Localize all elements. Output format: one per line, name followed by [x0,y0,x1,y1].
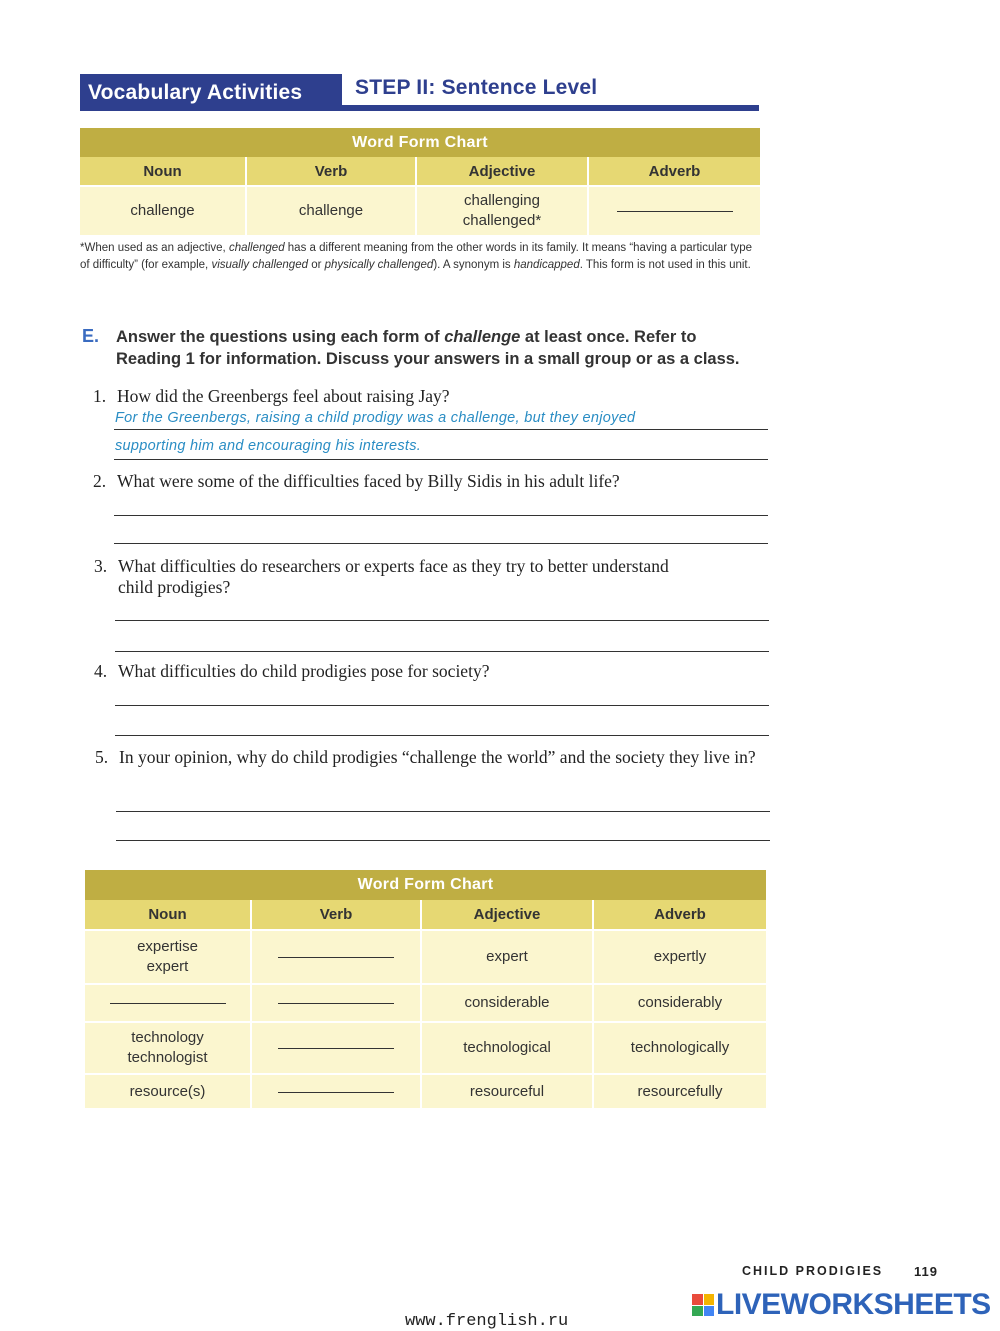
answer-line[interactable] [116,811,770,812]
cell-noun: challenge [80,186,246,235]
cell-adverb: considerably [593,984,766,1022]
cell-noun: technology technologist [85,1022,251,1074]
header-verb: Verb [251,900,421,930]
blank-line[interactable] [617,210,733,212]
cell-adverb: technologically [593,1022,766,1074]
answer-1-line-1[interactable]: For the Greenbergs, raising a child prodigy was a challenge, but they enjoyed [115,410,636,426]
blank-line[interactable] [278,956,394,958]
answer-line[interactable] [115,705,769,706]
answer-1-line-2[interactable]: supporting him and encouraging his interests. [115,438,422,454]
answer-line[interactable] [115,620,769,621]
cell-noun: resource(s) [85,1074,251,1108]
answer-line[interactable] [116,840,770,841]
word-form-chart-1 [80,128,760,235]
exercise-instructions: Answer the questions using each form of challenge at least once. Refer to Reading 1 for information. Discuss your answers in a small group or as a class. [116,328,740,368]
adjective-form-2: challenged* [462,212,542,229]
step-title: STEP II: Sentence Level [355,76,598,99]
header-adverb: Adverb [588,157,760,186]
logo-square [692,1294,703,1305]
header-verb: Verb [246,157,416,186]
cell-adjective: expert [421,930,593,984]
liveworksheets-logo-icon [692,1294,714,1316]
logo-square [704,1306,715,1317]
page-number: 119 [914,1264,938,1279]
exercise-letter: E. [82,326,100,346]
logo-square [704,1294,715,1305]
header-adjective: Adjective [421,900,593,930]
table-row [85,1022,766,1074]
cell-adjective: technological [421,1022,593,1074]
chart-title: Word Form Chart [85,870,766,900]
liveworksheets-brand [692,1288,991,1322]
cell-verb-blank[interactable] [251,930,421,984]
brand-name: LIVEWORKSHEETS [716,1288,991,1321]
blank-line[interactable] [278,1047,394,1049]
word-form-chart-2 [85,870,766,1108]
answer-line[interactable] [115,651,769,652]
section-title: Vocabulary Activities [80,74,342,111]
answer-line[interactable] [114,543,768,544]
header-noun: Noun [80,157,246,186]
adjective-form-1: challenging [464,192,540,209]
cell-verb-blank[interactable] [251,984,421,1022]
answer-line[interactable] [114,515,768,516]
site-url: www.frenglish.ru [405,1312,569,1331]
cell-adjective [416,186,588,235]
cell-adverb: resourcefully [593,1074,766,1108]
answer-line[interactable] [114,459,768,460]
chart-title: Word Form Chart [80,128,760,157]
header-adverb: Adverb [593,900,766,930]
blank-line[interactable] [278,1091,394,1093]
unit-title: CHILD PRODIGIES [742,1264,884,1278]
cell-verb-blank[interactable] [251,1074,421,1108]
blank-line[interactable] [278,1002,394,1004]
cell-adjective: considerable [421,984,593,1022]
cell-noun-blank[interactable] [85,984,251,1022]
cell-verb: challenge [246,186,416,235]
cell-noun: expertise expert [85,930,251,984]
header-adjective: Adjective [416,157,588,186]
answer-line[interactable] [115,735,769,736]
footnote: *When used as an adjective, challenged has a different meaning from the other words in its family. It means “having a particular type of difficulty” (for example, visually challenged or physically challenged). A synonym is handicapped. This form is not used in this unit. [80,242,753,271]
header-rule [342,105,759,111]
logo-square [692,1306,703,1317]
header-noun: Noun [85,900,251,930]
cell-adjective: resourceful [421,1074,593,1108]
cell-adverb: expertly [593,930,766,984]
cell-adverb-blank[interactable] [588,186,760,235]
table-row [85,984,766,1022]
blank-line[interactable] [110,1002,226,1004]
table-row [85,1074,766,1108]
table-row [85,930,766,984]
cell-verb-blank[interactable] [251,1022,421,1074]
answer-line[interactable] [114,429,768,430]
